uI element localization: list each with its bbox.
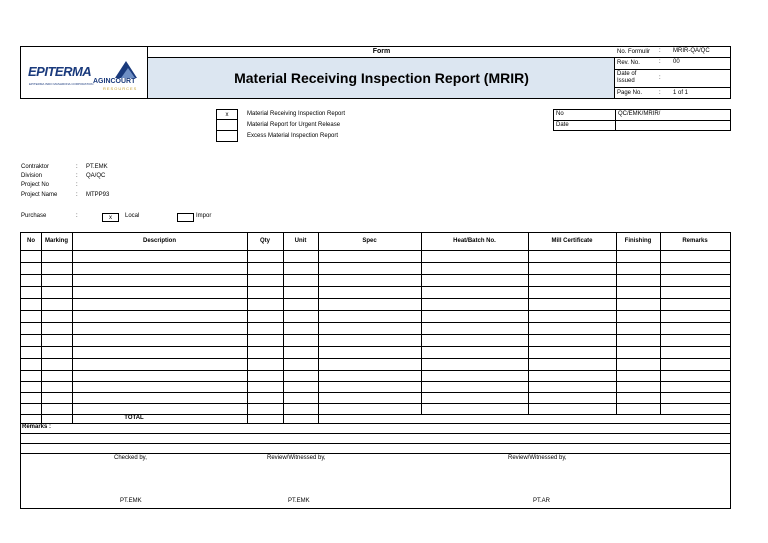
ref-no-label: No [556,111,564,117]
document-meta [615,47,731,98]
report-type-label: Material Report for Urgent Release [247,122,341,128]
table-row [21,370,730,371]
table-row [21,381,730,382]
signature-role-checked: Checked by, [114,455,147,461]
table-row [21,262,730,263]
meta-row-date [615,69,731,87]
remarks-label: Remarks : [22,424,52,430]
table-row [21,322,730,323]
meta-row-formulir [615,47,731,58]
signature-company-review-emk: PT.EMK [288,498,310,504]
column-divider [528,233,529,414]
purchase-row [20,211,240,223]
column-header-marking: Marking [44,238,68,244]
ref-divider [554,120,730,121]
agincourt-logo-sub: RESOURCES [103,86,138,91]
meta-value: 00 [673,59,680,65]
table-row [21,453,730,454]
agincourt-mountain-icon [113,59,139,79]
epiterma-logo-tagline: EPITERMA INDO MASHRONA CORPORATION [29,82,94,86]
table-row [21,334,730,335]
purchase-sep: : [76,213,78,219]
table-row [21,250,730,251]
column-header-heat-batch: Heat/Batch No. [453,238,496,244]
column-header-remarks: Remarks [682,238,708,244]
table-row [21,310,730,311]
meta-value: MRIR-QA/QC [673,48,710,54]
table-row [21,433,730,434]
total-label: TOTAL [124,415,144,421]
purchase-label: Purchase [21,213,47,219]
logo-area [21,47,148,98]
project-info [20,164,220,204]
table-row [21,392,730,393]
report-type-group [216,109,376,143]
reference-table [553,109,731,131]
info-label: Project No [21,182,50,188]
column-header-no: No [27,238,35,244]
meta-label: No. Formulir [617,49,651,55]
ref-date-label: Date [556,122,569,128]
column-divider [660,233,661,414]
meta-value: 1 of 1 [673,90,689,96]
column-header-description: Description [142,238,176,244]
report-type-label: Excess Material Inspection Report [247,133,339,139]
signature-company-review-ar: PT.AR [533,498,551,504]
column-header-finishing: Finishing [624,238,652,244]
form-header [20,46,731,99]
report-type-checkbox[interactable] [216,120,238,131]
column-header-spec: Spec [362,238,377,244]
meta-sep: : [659,59,661,65]
signature-role-review-emk: Review/Witnessed by, [267,455,326,461]
report-type-checkbox[interactable] [216,131,238,142]
report-type-checkbox[interactable]: x [216,109,238,120]
signature-role-review-ar: Review/Witnessed by, [508,455,567,461]
info-value: MTPP93 [86,192,110,198]
column-header-mill-certificate: Mill Certificate [551,238,593,244]
info-value: QA/QC [86,173,106,179]
meta-row-page [615,87,731,99]
meta-sep: : [659,48,661,54]
meta-label: Page No. [617,90,643,96]
meta-label: Rev. No. [617,60,640,66]
column-header-qty: Qty [259,238,270,244]
column-divider [421,233,422,414]
ref-no-value[interactable]: QC/EMK/MRIR/ [618,111,661,117]
purchase-local-checkbox[interactable]: x [102,213,119,222]
info-value: PT.EMK [86,164,108,170]
table-row [21,443,730,444]
agincourt-logo: AGINCOURT [93,78,136,85]
info-sep: : [76,182,78,188]
meta-row-rev [615,58,731,68]
meta-sep: : [659,75,661,81]
table-row [21,423,730,424]
purchase-import-label: Impor [196,213,212,219]
report-type-label: Material Receiving Inspection Report [247,111,346,117]
table-row [21,358,730,359]
info-label: Contraktor [21,164,50,170]
meta-sep: : [659,90,661,96]
info-sep: : [76,192,78,198]
form-label: Form [148,47,615,58]
info-label: Division [21,173,43,179]
info-sep: : [76,164,78,170]
column-divider [616,233,617,414]
info-label: Project Name [21,192,58,198]
signature-company-checked: PT.EMK [120,498,142,504]
table-row [21,286,730,287]
table-row [21,403,730,404]
table-row [21,274,730,275]
table-row [21,298,730,299]
purchase-local-label: Local [125,213,140,219]
page-title: Material Receiving Inspection Report (MRIR) [234,70,529,86]
meta-label: Date of Issued [617,71,637,84]
purchase-import-checkbox[interactable] [177,213,194,222]
inspection-table [20,232,731,509]
info-sep: : [76,173,78,179]
table-row [21,346,730,347]
column-header-unit: Unit [294,238,307,244]
title-area [148,47,615,98]
epiterma-logo: EPITERMA [28,64,92,79]
